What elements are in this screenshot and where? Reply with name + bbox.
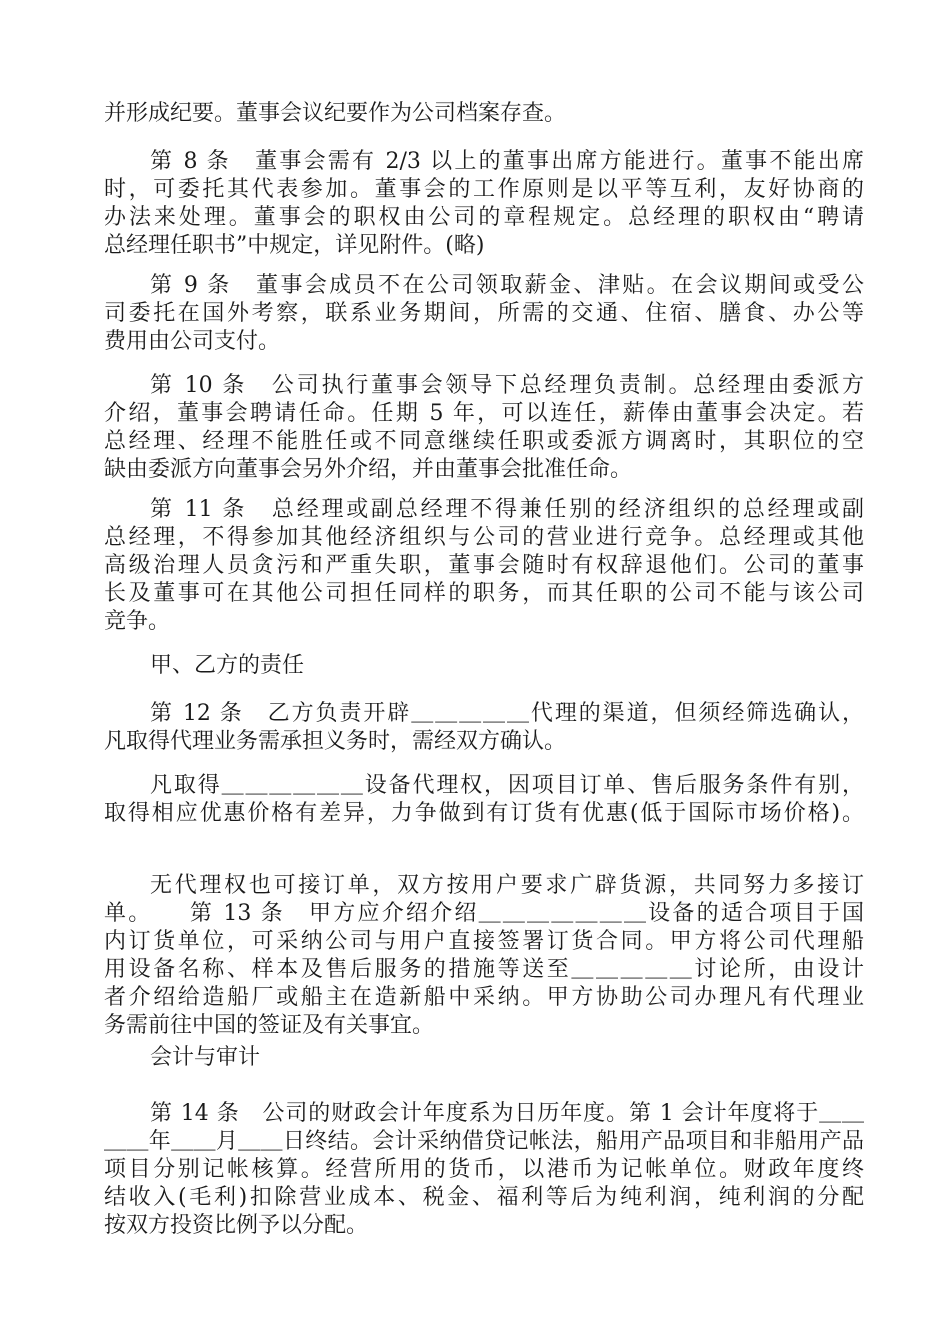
paragraph-line: 缺由委派方向董事会另外介绍，并由董事会批准任命。 <box>104 457 633 482</box>
section-heading: 甲、乙方的责任 <box>150 653 305 678</box>
paragraph-line: 第 11 条 总经理或副总经理不得兼任别的经济组织的总经理或副 <box>150 497 864 522</box>
section-heading: 会计与审计 <box>150 1045 261 1070</box>
paragraph-line: 并形成纪要。董事会议纪要作为公司档案存查。 <box>104 101 567 126</box>
paragraph-line: 第 8 条 董事会需有 2/3 以上的董事出席方能进行。董事不能出席 <box>150 149 864 174</box>
paragraph-line: 项目分别记帐核算。经营所用的货币，以港币为记帐单位。财政年度终 <box>104 1157 864 1182</box>
paragraph-line: 第 9 条 董事会成员不在公司领取薪金、津贴。在会议期间或受公 <box>150 273 864 298</box>
paragraph-line: 费用由公司支付。 <box>104 329 281 354</box>
paragraph-line: 第 14 条 公司的财政会计年度系为日历年度。第 1 会计年度将于＿＿ <box>150 1101 864 1126</box>
paragraph-line: 办法来处理。董事会的职权由公司的章程规定。总经理的职权由“聘请 <box>104 205 864 230</box>
paragraph-line: 介绍，董事会聘请任命。任期 5 年，可以连任，薪俸由董事会决定。若 <box>104 401 864 426</box>
paragraph-line: 总经理任职书”中规定，详见附件。(略) <box>104 233 485 258</box>
paragraph-line: 司委托在国外考察，联系业务期间，所需的交通、住宿、膳食、办公等 <box>104 301 864 326</box>
paragraph-line: 长及董事可在其他公司担任同样的职务，而其任职的公司不能与该公司 <box>104 581 864 606</box>
paragraph-line: 凡取得＿＿＿＿＿＿设备代理权，因项目订单、售后服务条件有别， <box>150 773 864 798</box>
paragraph-line: 者介绍给造船厂或船主在造新船中采纳。甲方协助公司办理凡有代理业 <box>104 985 864 1010</box>
paragraph-line: 取得相应优惠价格有差异，力争做到有订货有优惠(低于国际市场价格)。 <box>104 801 864 826</box>
paragraph-line: 结收入(毛利)扣除营业成本、税金、福利等后为纯利润，纯利润的分配 <box>104 1185 864 1210</box>
paragraph-line: 总经理、经理不能胜任或不同意继续任职或委派方调离时，其职位的空 <box>104 429 864 454</box>
paragraph-line: 无代理权也可接订单，双方按用户要求广辟货源，共同努力多接订 <box>150 873 864 898</box>
paragraph-line: 第 12 条 乙方负责开辟＿＿＿＿＿代理的渠道，但须经筛选确认， <box>150 701 864 726</box>
paragraph-line: 总经理，不得参加其他经济组织与公司的营业进行竞争。总经理或其他 <box>104 525 864 550</box>
paragraph-line: 内订货单位，可采纳公司与用户直接签署订货合同。甲方将公司代理船 <box>104 929 864 954</box>
paragraph-line: 按双方投资比例予以分配。 <box>104 1213 369 1238</box>
paragraph-line: ＿＿年＿＿月＿＿日终结。会计采纳借贷记帐法，船用产品项目和非船用产品 <box>104 1129 864 1154</box>
paragraph-line: 第 10 条 公司执行董事会领导下总经理负责制。总经理由委派方 <box>150 373 864 398</box>
paragraph-line: 高级治理人员贪污和严重失职，董事会随时有权辞退他们。公司的董事 <box>104 553 864 578</box>
paragraph-line: 用设备名称、样本及售后服务的措施等送至＿＿＿＿＿讨论所，由设计 <box>104 957 864 982</box>
paragraph-line: 凡取得代理业务需承担义务时，需经双方确认。 <box>104 729 567 754</box>
paragraph-line: 单。 第 13 条 甲方应介绍介绍＿＿＿＿＿＿＿设备的适合项目于国 <box>104 901 864 926</box>
paragraph-line: 务需前往中国的签证及有关事宜。 <box>104 1013 435 1038</box>
paragraph-line: 时，可委托其代表参加。董事会的工作原则是以平等互利，友好协商的 <box>104 177 864 202</box>
paragraph-line: 竞争。 <box>104 609 171 634</box>
